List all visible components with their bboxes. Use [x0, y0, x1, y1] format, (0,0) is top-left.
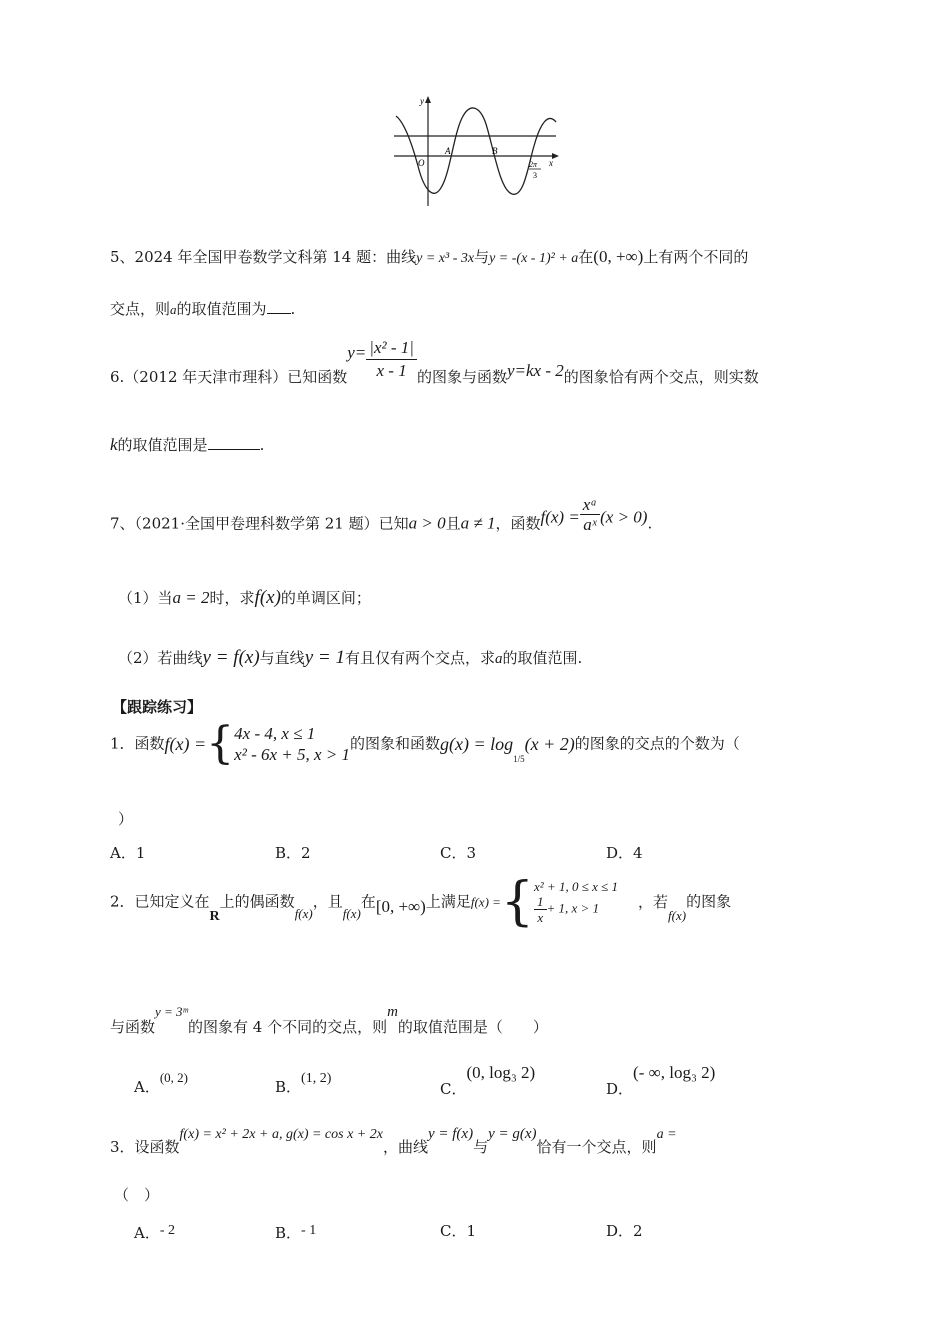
p3-option-c-value: 1: [466, 1222, 477, 1240]
q5-line1: [110, 248, 748, 266]
tick-denominator: 3: [533, 171, 537, 180]
p2-option-c: [440, 1064, 535, 1097]
p3-prefix: 3．设函数: [110, 1138, 180, 1156]
p1-f-eq: f(x) =: [164, 734, 207, 754]
q6-blank: [208, 449, 260, 450]
p3-mid3: 恰有一个交点，则: [536, 1138, 657, 1156]
q5-var: a: [170, 302, 177, 317]
p3-line1: [110, 1126, 677, 1155]
q7-part2-curve: y = f(x): [202, 647, 260, 668]
p1-option-a-value: 1: [135, 844, 146, 862]
p2-option-d-value: (- ∞, log₃ 2): [633, 1063, 716, 1082]
p2-option-c-value: (0, log₃ 2): [466, 1063, 536, 1082]
p2-option-c-label: C．: [440, 1080, 467, 1098]
q6-denominator: x - 1: [376, 361, 407, 381]
p3-option-b-label: B．: [275, 1224, 302, 1242]
p2-mid3: 在: [360, 892, 376, 911]
q6-prefix: 6.（2012 年天津市理科）已知函数: [110, 367, 348, 386]
p2-mid5: ，若: [638, 892, 669, 911]
p3-funcs: f(x) = x² + 2x + a, g(x) = cos x + 2x: [179, 1127, 383, 1142]
p3-var: a =: [656, 1127, 677, 1142]
p2-option-a: [134, 1070, 188, 1095]
q7-cond1: a > 0: [408, 513, 446, 533]
p1-close: ）: [118, 810, 134, 828]
q7-part2-suffix: 有且仅有两个交点，求: [344, 649, 495, 667]
q7-part1-cond: a = 2: [172, 588, 210, 607]
p1-option-b: [275, 846, 311, 861]
x-axis-arrow: [552, 153, 559, 159]
p2-f-eq: f(x) =: [470, 894, 501, 910]
q7-cond2: a ≠ 1: [460, 513, 496, 533]
p2-line2-prefix: 与函数: [110, 1018, 156, 1036]
q7-part1-mid: 时，求: [209, 589, 255, 607]
p2-mid1: 上的偶函数: [219, 892, 295, 911]
q5-end: .: [290, 300, 296, 318]
q7-part2: [118, 648, 582, 667]
graph-figure: [390, 94, 565, 210]
q7-part2-end: 的取值范围.: [502, 649, 583, 667]
q5-blank: [267, 313, 291, 314]
q7-part2-prefix: （2）若曲线: [118, 649, 203, 667]
p3-curve1: y = f(x): [427, 1126, 474, 1142]
p1-option-a: [110, 846, 145, 861]
q7-fraction: [580, 496, 600, 533]
p1-option-b-value: 2: [301, 844, 311, 862]
p1-option-b-label: B．: [275, 844, 302, 862]
p1-g-eq: g(x) = log: [440, 734, 514, 754]
p2-case2-rest: + 1, x > 1: [546, 900, 600, 916]
q7-numerator: xᵃ: [580, 496, 600, 515]
point-a-label: A: [445, 146, 451, 156]
q6-line2: 的取值范围是: [117, 436, 208, 454]
q5-line2-prefix: 交点，则: [110, 300, 171, 318]
p1-g-arg: (x + 2): [524, 734, 575, 754]
q6-suffix: 的图象恰有两个交点，则实数: [563, 367, 759, 386]
q7-mid: ，函数: [495, 514, 541, 533]
p3-option-d: [606, 1224, 643, 1239]
p2-case2: [534, 895, 618, 924]
p2-mid2: ，且: [312, 892, 343, 911]
q5-interval: (0, +∞): [593, 247, 644, 266]
p2-option-b-value: (1, 2): [301, 1071, 332, 1086]
p3-option-b: [275, 1222, 316, 1241]
p1-case2: x² - 6x + 5, x > 1: [234, 745, 351, 764]
p3-option-d-value: 2: [633, 1222, 643, 1240]
p1-log-base: 1/5: [513, 754, 525, 764]
p2-suffix: 的图象: [686, 892, 732, 911]
p2-option-a-value: (0, 2): [159, 1070, 189, 1085]
y-axis-arrow: [425, 96, 431, 103]
p2-case2-num: 1: [534, 895, 547, 910]
q5-mid1: 与: [474, 248, 490, 266]
q7-part2-mid: 与直线: [259, 649, 305, 667]
p1-prefix: 1．函数: [110, 734, 165, 753]
q6-mid: 的图象与函数: [416, 367, 507, 386]
q7-part1-f: f(x): [254, 587, 281, 608]
x-label: x: [549, 158, 553, 168]
p1-option-a-label: A．: [110, 844, 136, 862]
p1-cases: [234, 725, 350, 763]
p2-var: m: [387, 1004, 398, 1020]
q5-curve1: y = x³ - 3x: [416, 251, 475, 266]
q6-line1: [110, 338, 759, 386]
p2-case1: x² + 1, 0 ≤ x ≤ 1: [534, 879, 618, 894]
q5-suffix: 上有两个不同的: [643, 248, 749, 266]
q7-line1: [110, 496, 652, 533]
p1-line1: [110, 718, 740, 769]
p2-option-a-label: A．: [134, 1078, 160, 1096]
q5-prefix: 5、2024 年全国甲卷数学文科第 14 题：曲线: [110, 248, 417, 266]
section-title: 【跟踪练习】: [112, 698, 203, 716]
p2-option-d: [606, 1064, 715, 1097]
p3-option-a-label: A．: [134, 1224, 160, 1242]
q7-part1: [118, 588, 371, 607]
q7-and: 且: [445, 514, 461, 533]
p2-func: y = 3ᵐ: [155, 1004, 188, 1019]
q7-f-eq: f(x) =: [540, 507, 580, 527]
p3-option-c-label: C．: [440, 1222, 467, 1240]
p1-mid: 的图象和函数: [350, 734, 441, 753]
q6-numerator: |x² - 1|: [366, 338, 417, 360]
q5-line2-suffix: 的取值范围为: [176, 300, 267, 318]
p1-option-d-label: D．: [606, 844, 634, 862]
p2-prefix: 2．已知定义在: [110, 892, 210, 911]
p2-interval: [0, +∞): [375, 897, 426, 916]
p3-option-a: [134, 1222, 175, 1241]
p1-option-c: [440, 846, 476, 861]
p2-brace: {: [500, 872, 535, 932]
p1-case1: 4x - 4, x ≤ 1: [234, 724, 316, 743]
q7-prefix: 7、（2021·全国甲卷理科数学第 21 题）已知: [110, 514, 409, 533]
p3-option-a-value: - 2: [159, 1223, 176, 1238]
q6-var: k: [110, 435, 118, 454]
q7-domain: (x > 0): [600, 507, 648, 527]
p2-line2: [110, 1004, 548, 1035]
p2-mid4: 上满足: [425, 892, 471, 911]
q7-part2-line: y = 1: [304, 647, 345, 668]
p1-option-c-value: 3: [466, 844, 477, 862]
p1-option-d: [606, 846, 643, 861]
p2-option-b-label: B．: [275, 1078, 302, 1096]
sine-curve: [396, 108, 556, 194]
p1-option-d-value: 4: [633, 844, 643, 862]
p2-case2-frac: [534, 895, 547, 924]
p2-line1: [110, 872, 732, 932]
p3-mid1: ，曲线: [382, 1138, 428, 1156]
p1-brace: {: [206, 718, 235, 769]
q6-y-eq: y=: [347, 342, 367, 362]
origin-label: O: [418, 158, 425, 168]
p2-f3-text: f(x): [668, 908, 687, 923]
q5-line2: [110, 302, 295, 317]
p2-case2-den: x: [537, 910, 544, 925]
p1-suffix: 的图象的交点的个数为（: [574, 734, 740, 753]
p2-f1: f(x): [294, 906, 313, 921]
p2-option-d-label: D．: [606, 1080, 634, 1098]
q6-line2: [110, 436, 264, 453]
p3-line2: （ ）: [114, 1186, 160, 1204]
q6-func2: y=kx - 2: [506, 360, 564, 380]
q7-part1-suffix: 的单调区间；: [280, 589, 371, 607]
p2-set: R: [209, 909, 220, 924]
p3-option-c: [440, 1224, 476, 1239]
p3-option-d-label: D．: [606, 1222, 634, 1240]
p2-f2: f(x): [342, 906, 361, 921]
p2-line2-suffix: 的取值范围是（ ）: [397, 1018, 548, 1036]
point-b-label: B: [492, 146, 498, 156]
p2-line2-mid: 的图象有 4 个不同的交点，则: [187, 1018, 388, 1036]
p3-mid2: 与: [473, 1138, 489, 1156]
q7-part2-var: a: [494, 651, 503, 667]
q6-fraction: [366, 338, 417, 382]
p3-option-b-value: - 1: [301, 1223, 317, 1238]
q6-end: .: [259, 436, 265, 454]
p2-option-b: [275, 1070, 331, 1095]
q7-denominator: aˣ: [583, 515, 597, 534]
q5-curve2: y = -(x - 1)² + a: [489, 251, 579, 266]
q7-part1-prefix: （1）当: [118, 589, 173, 607]
p1-option-c-label: C．: [440, 844, 467, 862]
tick-numerator: 2π: [529, 160, 538, 169]
p3-curve2: y = g(x): [488, 1126, 537, 1142]
p2-cases: [534, 880, 618, 924]
q7-end: .: [647, 514, 653, 533]
y-label: y: [420, 96, 424, 106]
q5-mid2: 在: [578, 248, 594, 266]
